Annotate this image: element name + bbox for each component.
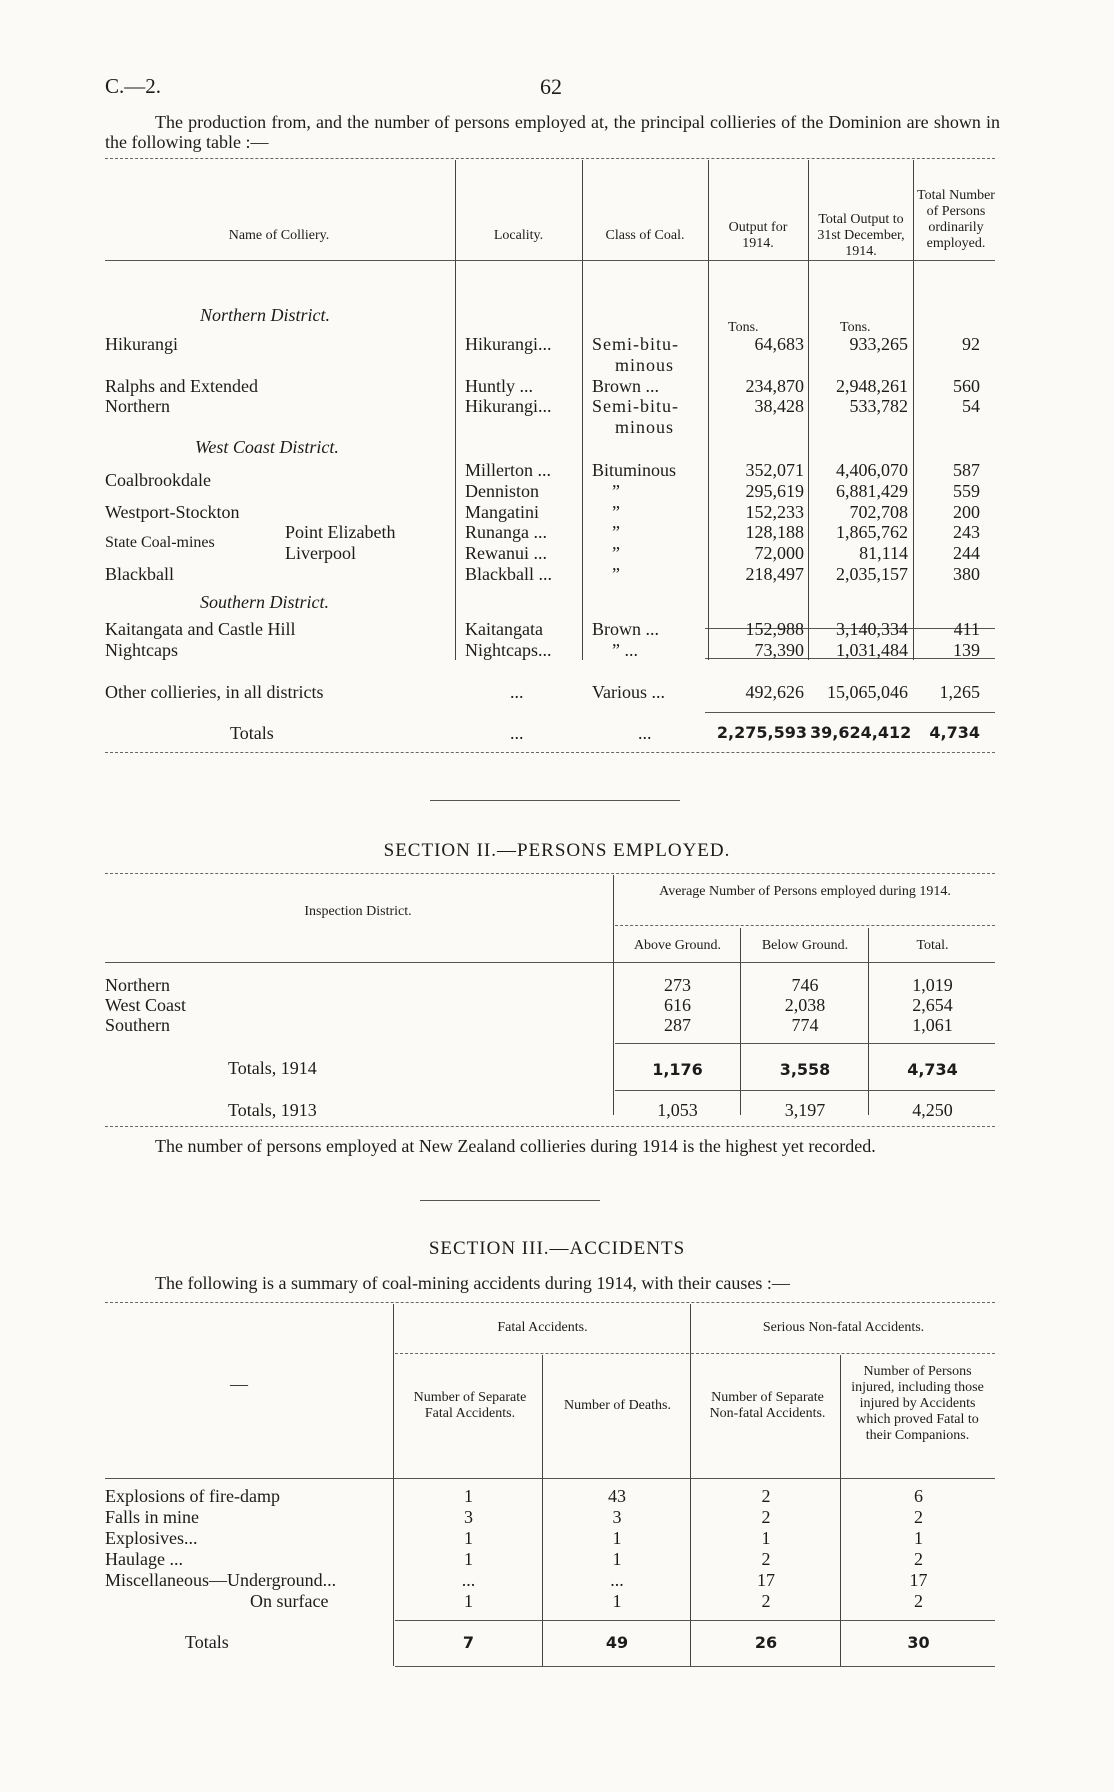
cause: On surface (250, 1591, 329, 1611)
total-output: 702,708 (849, 502, 908, 522)
cause: Haulage ... (105, 1549, 183, 1569)
persons: 411 (953, 619, 980, 639)
fatal-accidents: ... (461, 1570, 476, 1590)
persons-employed-header: Total Number of Persons ordinarily employed. (917, 188, 995, 251)
below-ground: 746 (791, 975, 819, 995)
divider (420, 1200, 600, 1201)
nonfatal-accidents: 2 (761, 1549, 771, 1569)
cause: Miscellaneous—Underground... (105, 1570, 337, 1590)
persons-injured: 1 (914, 1528, 923, 1548)
total-output: 4,406,070 (836, 460, 908, 480)
section-3-title: SECTION III.—ACCIDENTS (428, 1238, 686, 1259)
colliery-name: Blackball (105, 564, 174, 584)
total: 2,654 (912, 995, 953, 1015)
cause: Explosions of fire-damp (105, 1486, 280, 1506)
above-ground: 273 (664, 975, 691, 995)
totals-1914-below: 3,558 (779, 1060, 831, 1079)
output-1914: 352,071 (745, 460, 804, 480)
output-unit: Tons. (728, 320, 759, 335)
section-2-title: SECTION II.—PERSONS EMPLOYED. (383, 840, 731, 861)
coal-class-cont: minous (615, 417, 675, 437)
deaths: ... (610, 1570, 624, 1590)
total-output: 933,265 (849, 334, 908, 354)
blank-header: — (230, 1374, 248, 1394)
nonfatal-accidents: 2 (761, 1591, 771, 1611)
persons: 1,265 (939, 682, 980, 702)
colliery-name: Ralphs and Extended (105, 376, 258, 396)
below-ground: 2,038 (784, 995, 826, 1015)
persons-injured-header: Number of Persons injured, including those injured by Accidents which proved Fatal to their Companions. (851, 1364, 984, 1443)
coal-class: Bituminous (592, 460, 677, 480)
district-northern: Northern District. (200, 305, 331, 325)
locality: ... (510, 682, 524, 702)
total: 1,019 (912, 975, 953, 995)
district-name: Southern (105, 1015, 170, 1035)
colliery-name-header: Name of Colliery. (228, 228, 330, 243)
output-1914: 73,390 (754, 640, 804, 660)
output-1914: 38,428 (754, 396, 804, 416)
output-1914: 492,626 (745, 682, 804, 702)
totals-label: Totals (185, 1632, 229, 1652)
non-fatal-accidents-header: Serious Non-fatal Accidents. (762, 1320, 925, 1335)
totals-deaths: 49 (605, 1633, 629, 1652)
totals-label: Totals (230, 723, 274, 743)
colliery-name: Other collieries, in all districts (105, 682, 324, 702)
persons-injured: 2 (914, 1549, 923, 1569)
deaths: 1 (612, 1591, 622, 1611)
locality: Kaitangata (465, 619, 543, 639)
total: 1,061 (912, 1015, 953, 1035)
document-code: C.—2. (105, 74, 162, 98)
deaths-header: Number of Deaths. (564, 1398, 671, 1413)
intro-paragraph: The production from, and the number of persons employed at, the principal collieries of the Dominion are shown in the following table :— (105, 112, 1000, 152)
accidents-intro: The following is a summary of coal-mining accidents during 1914, with their causes :— (155, 1273, 790, 1293)
locality: Hikurangi... (465, 334, 552, 354)
persons-note: The number of persons employed at New Zealand collieries during 1914 is the highest yet recorded. (155, 1136, 876, 1156)
colliery-name: Westport-Stockton (105, 502, 240, 522)
total-output: 6,881,429 (836, 481, 908, 501)
nonfatal-accidents: 17 (757, 1570, 775, 1590)
colliery-name: Nightcaps (105, 640, 178, 660)
output-1914: 152,233 (745, 502, 804, 522)
persons: 380 (953, 564, 980, 584)
deaths: 3 (612, 1507, 622, 1527)
coal-class: Brown ... (592, 376, 659, 396)
divider (430, 800, 680, 801)
persons: 139 (953, 640, 980, 660)
deaths: 43 (608, 1486, 626, 1506)
totals-1913-below: 3,197 (784, 1100, 826, 1120)
nonfatal-accidents: 2 (761, 1507, 771, 1527)
coal-class: Semi-bitu- (592, 334, 679, 354)
fatal-accidents: 1 (464, 1591, 473, 1611)
totals-1914-total: 4,734 (907, 1060, 958, 1079)
persons: 243 (953, 522, 980, 542)
ditto-mark: ” (612, 543, 620, 563)
output-1914-header: Output for 1914. (728, 220, 788, 251)
fatal-accidents: 1 (464, 1528, 473, 1548)
above-ground: 616 (664, 995, 691, 1015)
fatal-accidents-header: Fatal Accidents. (497, 1320, 588, 1335)
persons: 92 (962, 334, 980, 354)
above-ground: 287 (664, 1015, 691, 1035)
output-1914: 64,683 (754, 334, 804, 354)
ditto-mark: ” (612, 481, 620, 501)
locality: Runanga ... (465, 522, 547, 542)
locality: Rewanui ... (465, 543, 547, 563)
ditto-mark: ” (612, 502, 620, 522)
locality: Blackball ... (465, 564, 552, 584)
nonfatal-accidents: 2 (761, 1486, 771, 1506)
totals-nonfatal: 26 (754, 1633, 778, 1652)
totals-total-output: 39,624,412 (810, 723, 912, 742)
colliery-name: Kaitangata and Castle Hill (105, 619, 296, 639)
persons: 244 (953, 543, 980, 563)
total-output: 3,140,334 (836, 619, 908, 639)
colliery-sub-name: Point Elizabeth (285, 522, 396, 542)
locality: Millerton ... (465, 460, 551, 480)
totals-fatal: 7 (462, 1633, 475, 1652)
colliery-sub-name: Liverpool (285, 543, 356, 563)
page-number: 62 (540, 74, 562, 99)
persons-injured: 2 (914, 1591, 923, 1611)
persons: 200 (953, 502, 980, 522)
coal-class: ” ... (612, 640, 638, 660)
locality: Huntly ... (465, 376, 534, 396)
fatal-accidents: 1 (464, 1486, 473, 1506)
coal-class: Various ... (592, 682, 665, 702)
total-output: 1,031,484 (836, 640, 908, 660)
separate-nonfatal-header: Number of Separate Non-fatal Accidents. (709, 1390, 826, 1421)
totals-1913-above: 1,053 (657, 1100, 698, 1120)
locality: Denniston (465, 481, 539, 501)
persons: 587 (953, 460, 980, 480)
totals-injured: 30 (907, 1633, 930, 1652)
total-output-header: Total Output to 31st December, 1914. (817, 212, 905, 259)
below-ground: 774 (791, 1015, 819, 1035)
output-1914: 234,870 (745, 376, 804, 396)
coal-class: Semi-bitu- (592, 396, 679, 416)
persons: 559 (953, 481, 980, 501)
average-persons-header: Average Number of Persons employed during 1914. (659, 884, 951, 899)
cause: Falls in mine (105, 1507, 199, 1527)
totals-1914-above: 1,176 (652, 1060, 703, 1079)
inspection-district-header: Inspection District. (304, 904, 412, 919)
output-1914: 72,000 (754, 543, 804, 563)
output-1914: 218,497 (745, 564, 804, 584)
totals-1913-label: Totals, 1913 (228, 1100, 317, 1120)
persons-injured: 17 (909, 1570, 928, 1590)
total-output-unit: Tons. (840, 320, 871, 335)
totals-1914-label: Totals, 1914 (228, 1058, 317, 1078)
locality-header: Locality. (493, 228, 544, 243)
total-output: 533,782 (849, 396, 908, 416)
totals-1913-total: 4,250 (912, 1100, 953, 1120)
locality: Nightcaps... (465, 640, 552, 660)
output-1914: 128,188 (745, 522, 804, 542)
total-output: 2,948,261 (836, 376, 908, 396)
colliery-name: Hikurangi (105, 334, 178, 354)
class-of-coal-header: Class of Coal. (605, 228, 685, 243)
nonfatal-accidents: 1 (761, 1528, 771, 1548)
ditto-mark: ” (612, 522, 620, 542)
cause: Explosives... (105, 1528, 198, 1548)
fatal-accidents: 3 (464, 1507, 473, 1527)
totals-output: 2,275,593 (716, 723, 807, 742)
total-output: 81,114 (859, 543, 908, 563)
totals-class: ... (638, 723, 652, 743)
deaths: 1 (612, 1528, 622, 1548)
above-ground-header: Above Ground. (633, 938, 722, 953)
separate-fatal-header: Number of Separate Fatal Accidents. (413, 1390, 527, 1421)
colliery-name: State Coal-mines (105, 534, 215, 551)
colliery-name: Northern (105, 396, 170, 416)
ditto-mark: ” (612, 564, 620, 584)
total-output: 15,065,046 (827, 682, 908, 702)
locality: Hikurangi... (465, 396, 552, 416)
output-1914: 295,619 (745, 481, 804, 501)
output-1914: 152,988 (745, 619, 804, 639)
district-name: West Coast (105, 995, 187, 1015)
totals-persons: 4,734 (929, 723, 980, 742)
district-west-coast: West Coast District. (195, 437, 339, 457)
total-output: 1,865,762 (836, 522, 908, 542)
persons-injured: 6 (914, 1486, 923, 1506)
district-southern: Southern District. (200, 592, 329, 612)
total-header: Total. (916, 938, 949, 953)
locality: Mangatini (465, 502, 539, 522)
coal-class-cont: minous (615, 355, 675, 375)
fatal-accidents: 1 (464, 1549, 473, 1569)
persons: 54 (962, 396, 980, 416)
deaths: 1 (612, 1549, 622, 1569)
persons-injured: 2 (914, 1507, 923, 1527)
district-name: Northern (105, 975, 170, 995)
persons: 560 (953, 376, 980, 396)
coal-class: Brown ... (592, 619, 659, 639)
total-output: 2,035,157 (836, 564, 908, 584)
colliery-name: Coalbrookdale (105, 470, 211, 490)
below-ground-header: Below Ground. (761, 938, 849, 953)
totals-locality: ... (510, 723, 524, 743)
